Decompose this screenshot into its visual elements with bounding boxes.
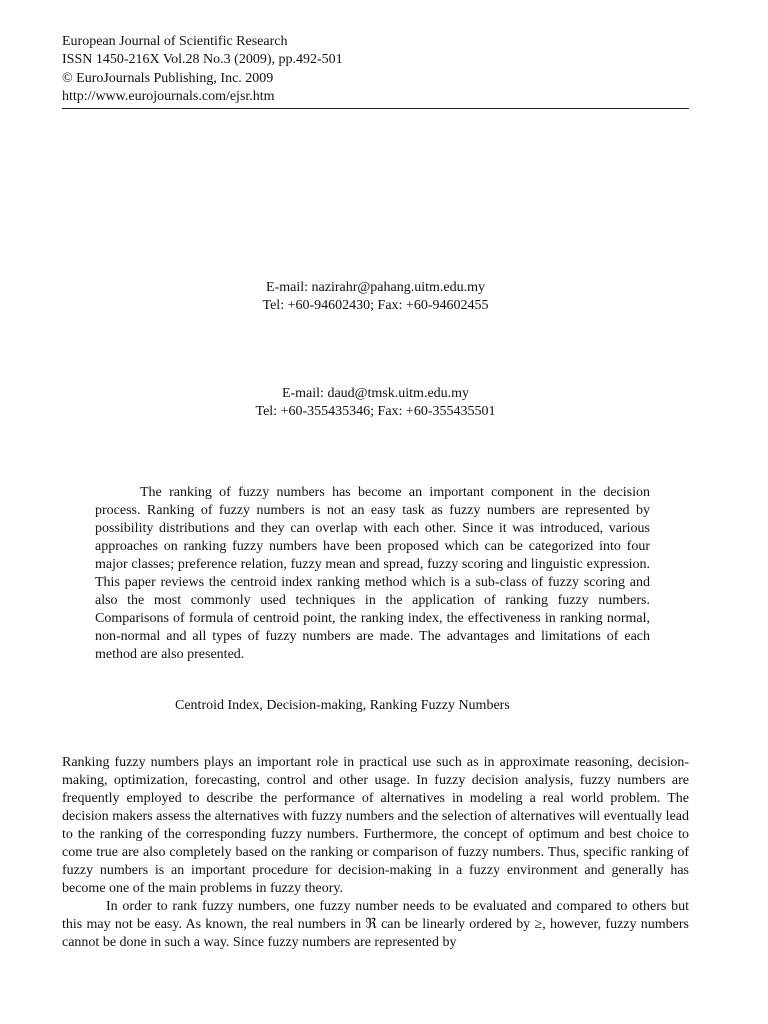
abstract-body: The ranking of fuzzy numbers has become an important component in the decision process. Ranking of fuzzy numbers is not an easy task as fuzzy numbers are represented by possibility distributions and they can overlap with each other. Since it was introduced, various approaches on ranking fuzzy numbers have been proposed which can be categorized into four major classes; preference relation, fuzzy mean and spread, fuzzy scoring and linguistic expression. This paper reviews the centroid index ranking method which is a sub-class of fuzzy scoring and also the most commonly used techniques in the application of ranking fuzzy numbers. Comparisons of formula of centroid point, the ranking index, the effectiveness in ranking normal, non-normal and all types of fuzzy numbers are made. The advantages and limitations of each method are also presented. (95, 485, 650, 662)
journal-copyright: © EuroJournals Publishing, Inc. 2009 (62, 70, 274, 86)
journal-title: European Journal of Scientific Research (62, 34, 288, 49)
body-paragraph: Ranking fuzzy numbers plays an important role in practical use such as in approximate reasoning, decision-making, optimization, forecasting, control and other usage. In fuzzy decision analysis, fuzzy numbers are frequently employed to describe the performance of alternatives in modeling a real world problem. The decision makers assess the alternatives with fuzzy numbers and the selection of alternatives will eventually lead to the ranking of the corresponding fuzzy numbers. Furthermore, the concept of optimum and best choice to come true are also completely based on the ranking or comparison of fuzzy numbers. Thus, specific ranking of fuzzy numbers is an important procedure for decision-making in a fuzzy environment and generally has become one of the main problems in fuzzy theory. (62, 755, 689, 896)
journal-header (62, 33, 689, 107)
author-phone: Tel: +60-94602430; Fax: +60-94602455 (262, 298, 489, 313)
author-contact-2 (62, 385, 689, 421)
keywords (62, 697, 689, 715)
header-divider (62, 108, 689, 109)
author-phone: Tel: +60-355435346; Fax: +60-355435501 (255, 404, 496, 419)
abstract-text (95, 484, 650, 664)
journal-url[interactable]: http://www.eurojournals.com/ejsr.htm (62, 89, 275, 105)
introduction-body (62, 754, 689, 952)
keywords-text: Centroid Index, Decision-making, Ranking Fuzzy Numbers (175, 698, 510, 713)
author-email: E-mail: daud@tmsk.uitm.edu.my (281, 386, 470, 401)
author-contact-1 (62, 279, 689, 315)
author-email: E-mail: nazirahr@pahang.uitm.edu.my (266, 280, 485, 295)
body-paragraph: In order to rank fuzzy numbers, one fuzzy number needs to be evaluated and compared to others but this may not be easy. As known, the real numbers in ℜ can be linearly ordered by ≥, however, fuzzy numbers cannot be done in such a way. Since fuzzy numbers are represented by (62, 899, 689, 950)
journal-issn: ISSN 1450-216X Vol.28 No.3 (2009), pp.492-501 (62, 52, 343, 68)
